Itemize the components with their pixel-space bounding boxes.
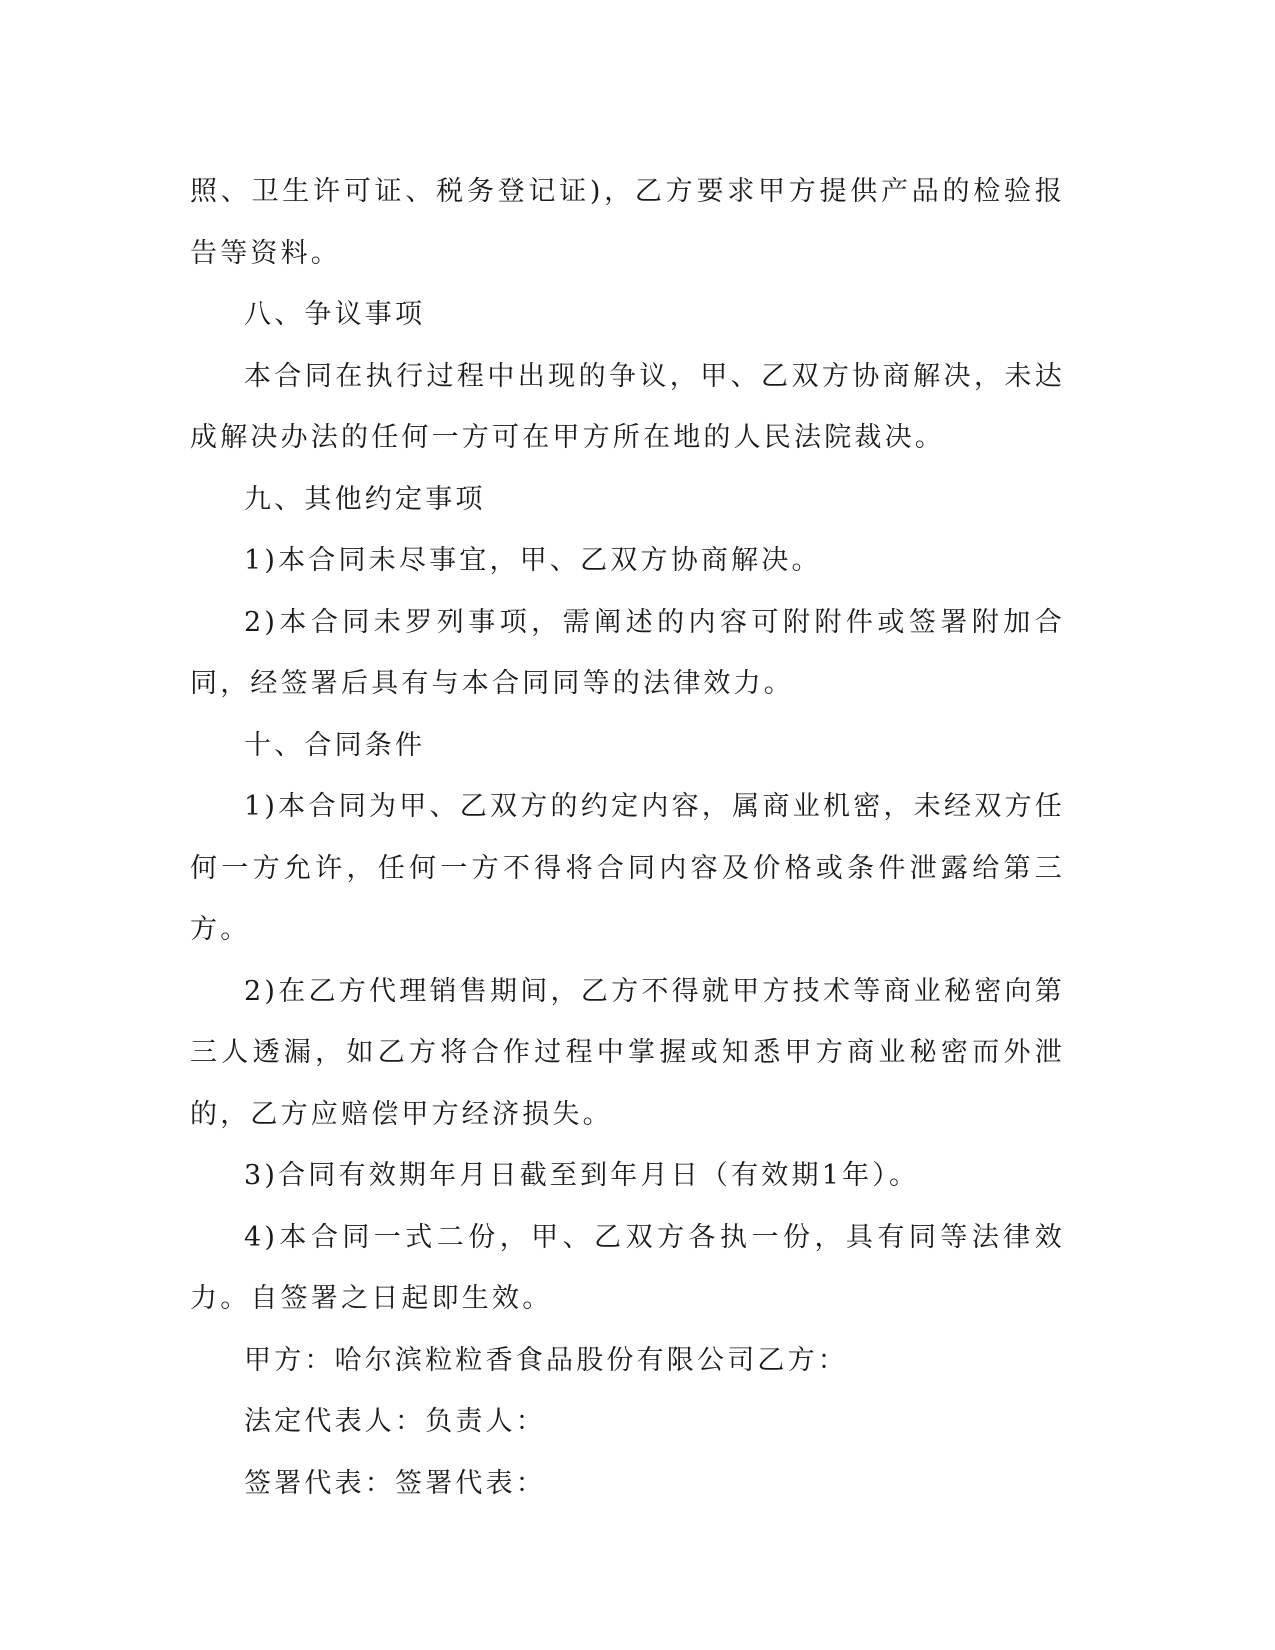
paragraph-dispute-resolution: 本合同在执行过程中出现的争议，甲、乙双方协商解决，未达成解决办法的任何一方可在甲方所在地的人民法院裁决。 (190, 360, 1065, 453)
paragraph-license-continuation: 照、卫生许可证、税务登记证)，乙方要求甲方提供产品的检验报告等资料。 (190, 176, 1065, 269)
heading-dispute-matters: 八、争议事项 (244, 299, 426, 330)
heading-other-agreements: 九、其他约定事项 (244, 483, 486, 515)
paragraph-condition-2: 2)在乙方代理销售期间，乙方不得就甲方技术等商业秘密向第三人透漏，如乙方将合作过程中掌握或知悉甲方商业秘密而外泄的，乙方应赔偿甲方经济损失。 (190, 975, 1065, 1130)
paragraph-condition-4: 4)本合同一式二份，甲、乙双方各执一份，具有同等法律效力。自签署之日起即生效。 (190, 1221, 1065, 1314)
paragraph-condition-3: 3)合同有效期年月日截至到年月日（有效期1年）。 (244, 1160, 920, 1191)
signature-signing-representative: 签署代表：签署代表： (244, 1467, 546, 1499)
signature-legal-representative: 法定代表人：负责人： (244, 1406, 546, 1437)
signature-party-a: 甲方：哈尔滨粒粒香食品股份有限公司乙方： (244, 1344, 848, 1376)
paragraph-condition-1: 1)本合同为甲、乙双方的约定内容，属商业机密，未经双方任何一方允许，任何一方不得将合同内容及价格或条件泄露给第三方。 (190, 791, 1065, 945)
heading-contract-conditions: 十、合同条件 (244, 729, 426, 761)
paragraph-other-1: 1)本合同未尽事宜，甲、乙双方协商解决。 (244, 545, 822, 576)
document-body (190, 161, 1065, 1514)
paragraph-other-2: 2)本合同未罗列事项，需阐述的内容可附附件或签署附加合同，经签署后具有与本合同同等的法律效力。 (190, 606, 1065, 699)
